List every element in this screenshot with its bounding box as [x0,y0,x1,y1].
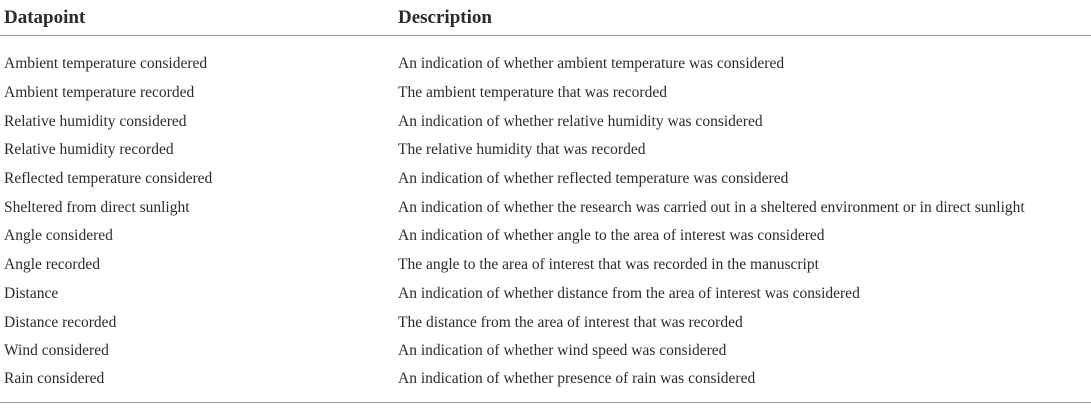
table-row [0,222,1091,251]
datapoint-cell: Angle considered [4,227,113,245]
description-cell: An indication of whether distance from the area of interest was considered [398,284,860,302]
description-cell: An indication of whether the research was carried out in a sheltered environment or in direct sunlight [398,198,1025,216]
datapoint-cell: Ambient temperature recorded [4,84,195,102]
description-cell: An indication of whether wind speed was considered [398,342,727,360]
spacer-cell [0,36,395,51]
spacer-cell [395,36,1091,51]
datapoint-cell: Angle recorded [4,256,100,274]
table-row [0,280,1091,309]
description-cell: The angle to the area of interest that was recorded in the manuscript [398,256,819,274]
datapoint-cell: Ambient temperature considered [4,55,208,73]
description-cell: An indication of whether presence of rain was considered [398,369,756,387]
description-cell: An indication of whether reflected temperature was considered [398,170,789,188]
table-row [0,337,1091,366]
description-cell: An indication of whether relative humidity was considered [398,112,763,130]
datapoint-cell: Distance [4,284,59,302]
datapoint-cell: Wind considered [4,342,109,360]
table-header [0,0,1091,36]
table-row [0,308,1091,337]
table-row [0,79,1091,108]
table-row [0,251,1091,280]
table-bottom-rule [0,402,1091,403]
datapoint-cell: Rain considered [4,369,105,387]
header-spacer [0,36,1091,51]
table-body [0,36,1091,392]
description-cell: An indication of whether angle to the area of interest was considered [398,227,825,245]
header-description: Description [395,0,1091,36]
datapoint-cell: Reflected temperature considered [4,170,213,188]
description-cell: An indication of whether ambient temperature was considered [398,55,785,73]
datapoint-cell: Distance recorded [4,313,117,331]
table-row [0,50,1091,79]
datapoint-cell: Relative humidity considered [4,112,187,130]
description-cell: The distance from the area of interest that was recorded [398,313,743,331]
header-datapoint: Datapoint [0,0,395,36]
description-cell: The relative humidity that was recorded [398,141,646,159]
datapoint-cell: Relative humidity recorded [4,141,174,159]
description-cell: The ambient temperature that was recorded [398,84,667,102]
table-row [0,193,1091,222]
datapoint-cell: Sheltered from direct sunlight [4,198,190,216]
table-row [0,136,1091,165]
header-row [0,0,1091,36]
table-row [0,165,1091,194]
table-row [0,366,1091,392]
table-row [0,107,1091,136]
